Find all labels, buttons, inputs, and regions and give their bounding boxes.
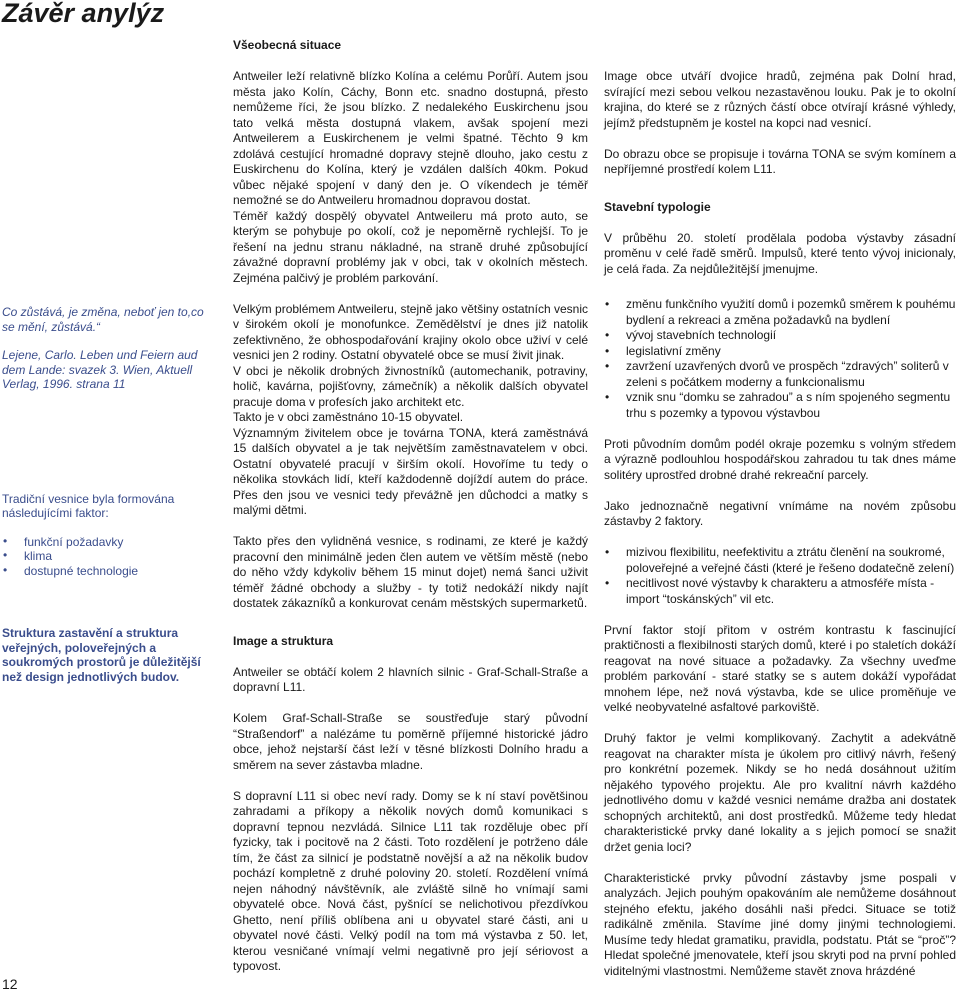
section-heading-general: Všeobecná situace <box>233 38 342 52</box>
paragraph: Antweiler se obtáčí kolem 2 hlavních silnic - Graf-Schall-Straße a dopravní L11. <box>233 664 588 694</box>
factor-list <box>2 535 208 579</box>
middle-column <box>233 38 588 975</box>
paragraph: Antweiler leží relativně blízko Kolína a celému Porůří. Autem jsou města jako Kolín, Cáchy, Bonn etc. snadno dostupná, přesto nemůžeme říci, že jsou blízko. Z nedalekého Euskirchenu jsou tato velká města dostupná vlakem, avšak spojení mezi Antweilerem a Euskirchenem je velmi špatné. Těchto 9 km zdolává cestující hromadné dopravy stejně dlouho, jako cestu z Euskirchenu do Kolína, který je vzdálen dalších 40km. Pokud vůbec nějaké spojení v daný den je. O víkendech je téměř nemožné se do Antweileru hromadnou dopravou dostat. <box>233 69 588 207</box>
list-item: • mizivou flexibilitu, neefektivitu a ztrátu členění na soukromé, poloveřejné a veřejné části (které je řešeno dodatečně zelení) <box>604 545 956 576</box>
list-item: • vznik snu “domku se zahradou” a s ním spojeného segmentu trhu s pozemky a typovou výstavbou <box>604 390 956 421</box>
paragraph: S dopravní L11 si obec neví rady. Domy se k ní staví povětšinou zahradami a příkopy a několik nových domů komunikaci s dopravní tepnou nezvládá. Silnice L11 tak rozděluje obec pří fyzicky, tak i pocitově na 2 části. Toto rozdělení je potrženo dále tím, že část za silnicí je podstatně novější a až na několik budov pochází kompletně z druhé poloviny 20. století. Rozdělení vnímá nejen náhodný návštěvník, ale zvláště silně ho vnímají sami obyvatelé obce. Nová část, pyšnící se nelichotivou přezdívkou Ghetto, není příliš oblíbena ani u obyvatel staré části, ani u obyvatel nové části. Velký podíl na tom má výstavba z 50. let, kterou vesničané vnímají velmi negativně pro její sériovost a typovost. <box>233 788 588 973</box>
paragraph: Takto je v obci zaměstnáno 10-15 obyvatel. <box>233 410 464 424</box>
right-column <box>604 69 956 979</box>
section-heading-typology: Stavební typologie <box>604 199 711 214</box>
paragraph: Téměř každý dospělý obyvatel Antweileru má proto auto, se kterým se pohybuje po okolí, což je nepoměrně rychlejší. To je řešení na jednu stranu nákladné, na straně druhé způsobující závažné dopravní problémy jak v obci, tak v okolních městech. Zejména palčivý je problém parkování. <box>233 208 588 285</box>
sidebar <box>2 305 208 684</box>
paragraph: Proti původním domům podél okraje pozemku s volným středem a výrazně podlouhlou hospodářskou zahradou tu tak dnes máme solitéry uprostřed drobné drahé rekreační parcely. <box>604 436 956 482</box>
sidebar-bold-note: Struktura zastavění a struktura veřejných, poloveřejných a soukromých prostorů je důležitější než design jednotlivých budov. <box>2 626 201 684</box>
paragraph: Image obce utváří dvojice hradů, zejména pak Dolní hrad, svírající mezi sebou velkou nezastavěnou louku. Pak je to okolní krajina, do které se z různých částí obce otvírají krásné výhledy, jejímž předstupněm je kostel na kopci nad vesnicí. <box>604 69 956 130</box>
negative-factors-list <box>604 545 956 607</box>
list-item: • necitlivost nové výstavby k charakteru a atmosféře místa - import “toskánských” vil etc. <box>604 576 956 607</box>
section-heading-image: Image a struktura <box>233 633 334 648</box>
list-item: • klima <box>2 549 208 564</box>
paragraph: Kolem Graf-Schall-Straße se soustřeďuje starý původní “Straßendorf” a nalézáme tu poměrně příjemné historické jádro obce, jehož nejstarší část leží v těsné blízkosti Dolního hradu a směrem na sever zástavba mladne. <box>233 711 588 772</box>
paragraph: V obci je několik drobných živnostníků (automechanik, potraviny, holič, kavárna, pojišťovny, zámečník) a několik dalších obyvatel pracuje doma v profesích jako architekt etc. <box>233 363 588 409</box>
paragraph: Druhý faktor je velmi komplikovaný. Zachytit a adekvátně reagovat na charakter místa je úkolem pro citlivý návrh, řešený pro konkrétní pozemek. Nikdy se ho nedá dosáhnout užitím nějakého typového projektu. Ale pro kvalitní návrh každého jednotlivého domu v každé vesnici nemáme dražba ani dostatek schopných architektů, ani dost prostředků. Můžeme tedy hledat charakteristické prvky dané lokality a s jejich pomocí se snažit držet genia loci? <box>604 731 956 854</box>
paragraph: Velkým problémem Antweileru, stejně jako většiny ostatních vesnic v širokém okolí je monofunkce. Zemědělství je dnes již natolik zefektivněno, že obhospodařování krajiny okolo obce uživí v celé vesnici jen 2 rodiny. Ostatní obyvatelé obce se musí živit jinak. <box>233 301 588 362</box>
change-factors-list <box>604 297 956 421</box>
sidebar-citation: Lejene, Carlo. Leben und Feiern aud dem Lande: svazek 3. Wien, Aktuell Verlag, 1996. strana 11 <box>2 348 198 391</box>
list-item: • zavržení uzavřených dvorů ve prospěch “zdravých” soliterů v zeleni s počátkem moderny a funkcionalismu <box>604 359 956 390</box>
sidebar-intro: Tradiční vesnice byla formována následujícími faktor: <box>2 491 175 520</box>
paragraph: V průběhu 20. století prodělala podoba výstavby zásadní proměnu v celé řadě směrů. Impulsů, které tento vývoj inicionaly, je celá řada. Za nejdůležitější jmenujme. <box>604 230 956 276</box>
list-item: • dostupné technologie <box>2 564 208 579</box>
list-item: • legislativní změny <box>604 344 956 360</box>
list-item: • změnu funkčního využití domů i pozemků směrem k pouhému bydlení a rekreaci a změna požadavků na bydlení <box>604 297 956 328</box>
sidebar-quote: Co zůstává, je změna, neboť jen to,co se mění, zůstává.“ <box>2 305 204 334</box>
paragraph: Takto přes den vylidněná vesnice, s rodinami, ze které je každý pracovní den minimálně jeden člen autem ve větším městě (nebo do něho vždy kdykoliv během 15 minut dojet) nemá šanci uživit téměř žádné obchody a služby - ty totiž nedokáží nikdy najít dostatek zákazníků a konkurovat cenám městských supermarketů. <box>233 534 588 610</box>
paragraph: Jako jednoznačně negativní vnímáme na novém způsobu zástavby 2 faktory. <box>604 498 956 528</box>
paragraph: Charakteristické prvky původní zástavby jsme pospali v analyzách. Jejich pouhým opakováním ale nemůžeme dosáhnout stejného efektu, jakého dosáhli naši předci. Situace se totiž radikálně změnila. Stavíme jiné domy jinými technologiemi. Musíme tedy hledat gramatiku, pravidla, podstatu. Ptát se “proč”? Hledat společné jmenovatele, kteří jsou skryti pod na první pohled viditelnými vlastnostmi. Nemůžeme stavět znova hrázdéné <box>604 870 956 978</box>
list-item: • funkční požadavky <box>2 535 208 550</box>
page-number: 12 <box>2 976 18 992</box>
list-item: • vývoj stavebních technologií <box>604 328 956 344</box>
paragraph: Do obrazu obce se propisuje i továrna TONA se svým komínem a nepříjemné prostředí kolem L11. <box>604 146 956 176</box>
paragraph: První faktor stojí přitom v ostrém kontrastu k fascinující praktičnosti a flexibilnosti starých domů, které i po staletích dokáží reagovat na nové situace a požadavky. Za všechny uveďme problém parkování - staré statky se s autem dokáží vypořádat mnohem lépe, než nová výstavba, kde se ulice proměňuje ve velké neobyvatelné asfaltové parkoviště. <box>604 622 956 714</box>
paragraph: Významným živitelem obce je továrna TONA, která zaměstnává 15 dalších obyvatel a je tak největším zaměstnavatelem v obci. Ostatní obyvatelé pracují v širším okolí. Hovoříme tu tedy o několika stovkách lidí, kteří každodenně dojíždí autem do práce. Přes den jsou ve vesnici tedy převážně jen důchodci a matky s malými dětmi. <box>233 425 588 517</box>
page-title: Závěr anylýz <box>2 0 165 28</box>
